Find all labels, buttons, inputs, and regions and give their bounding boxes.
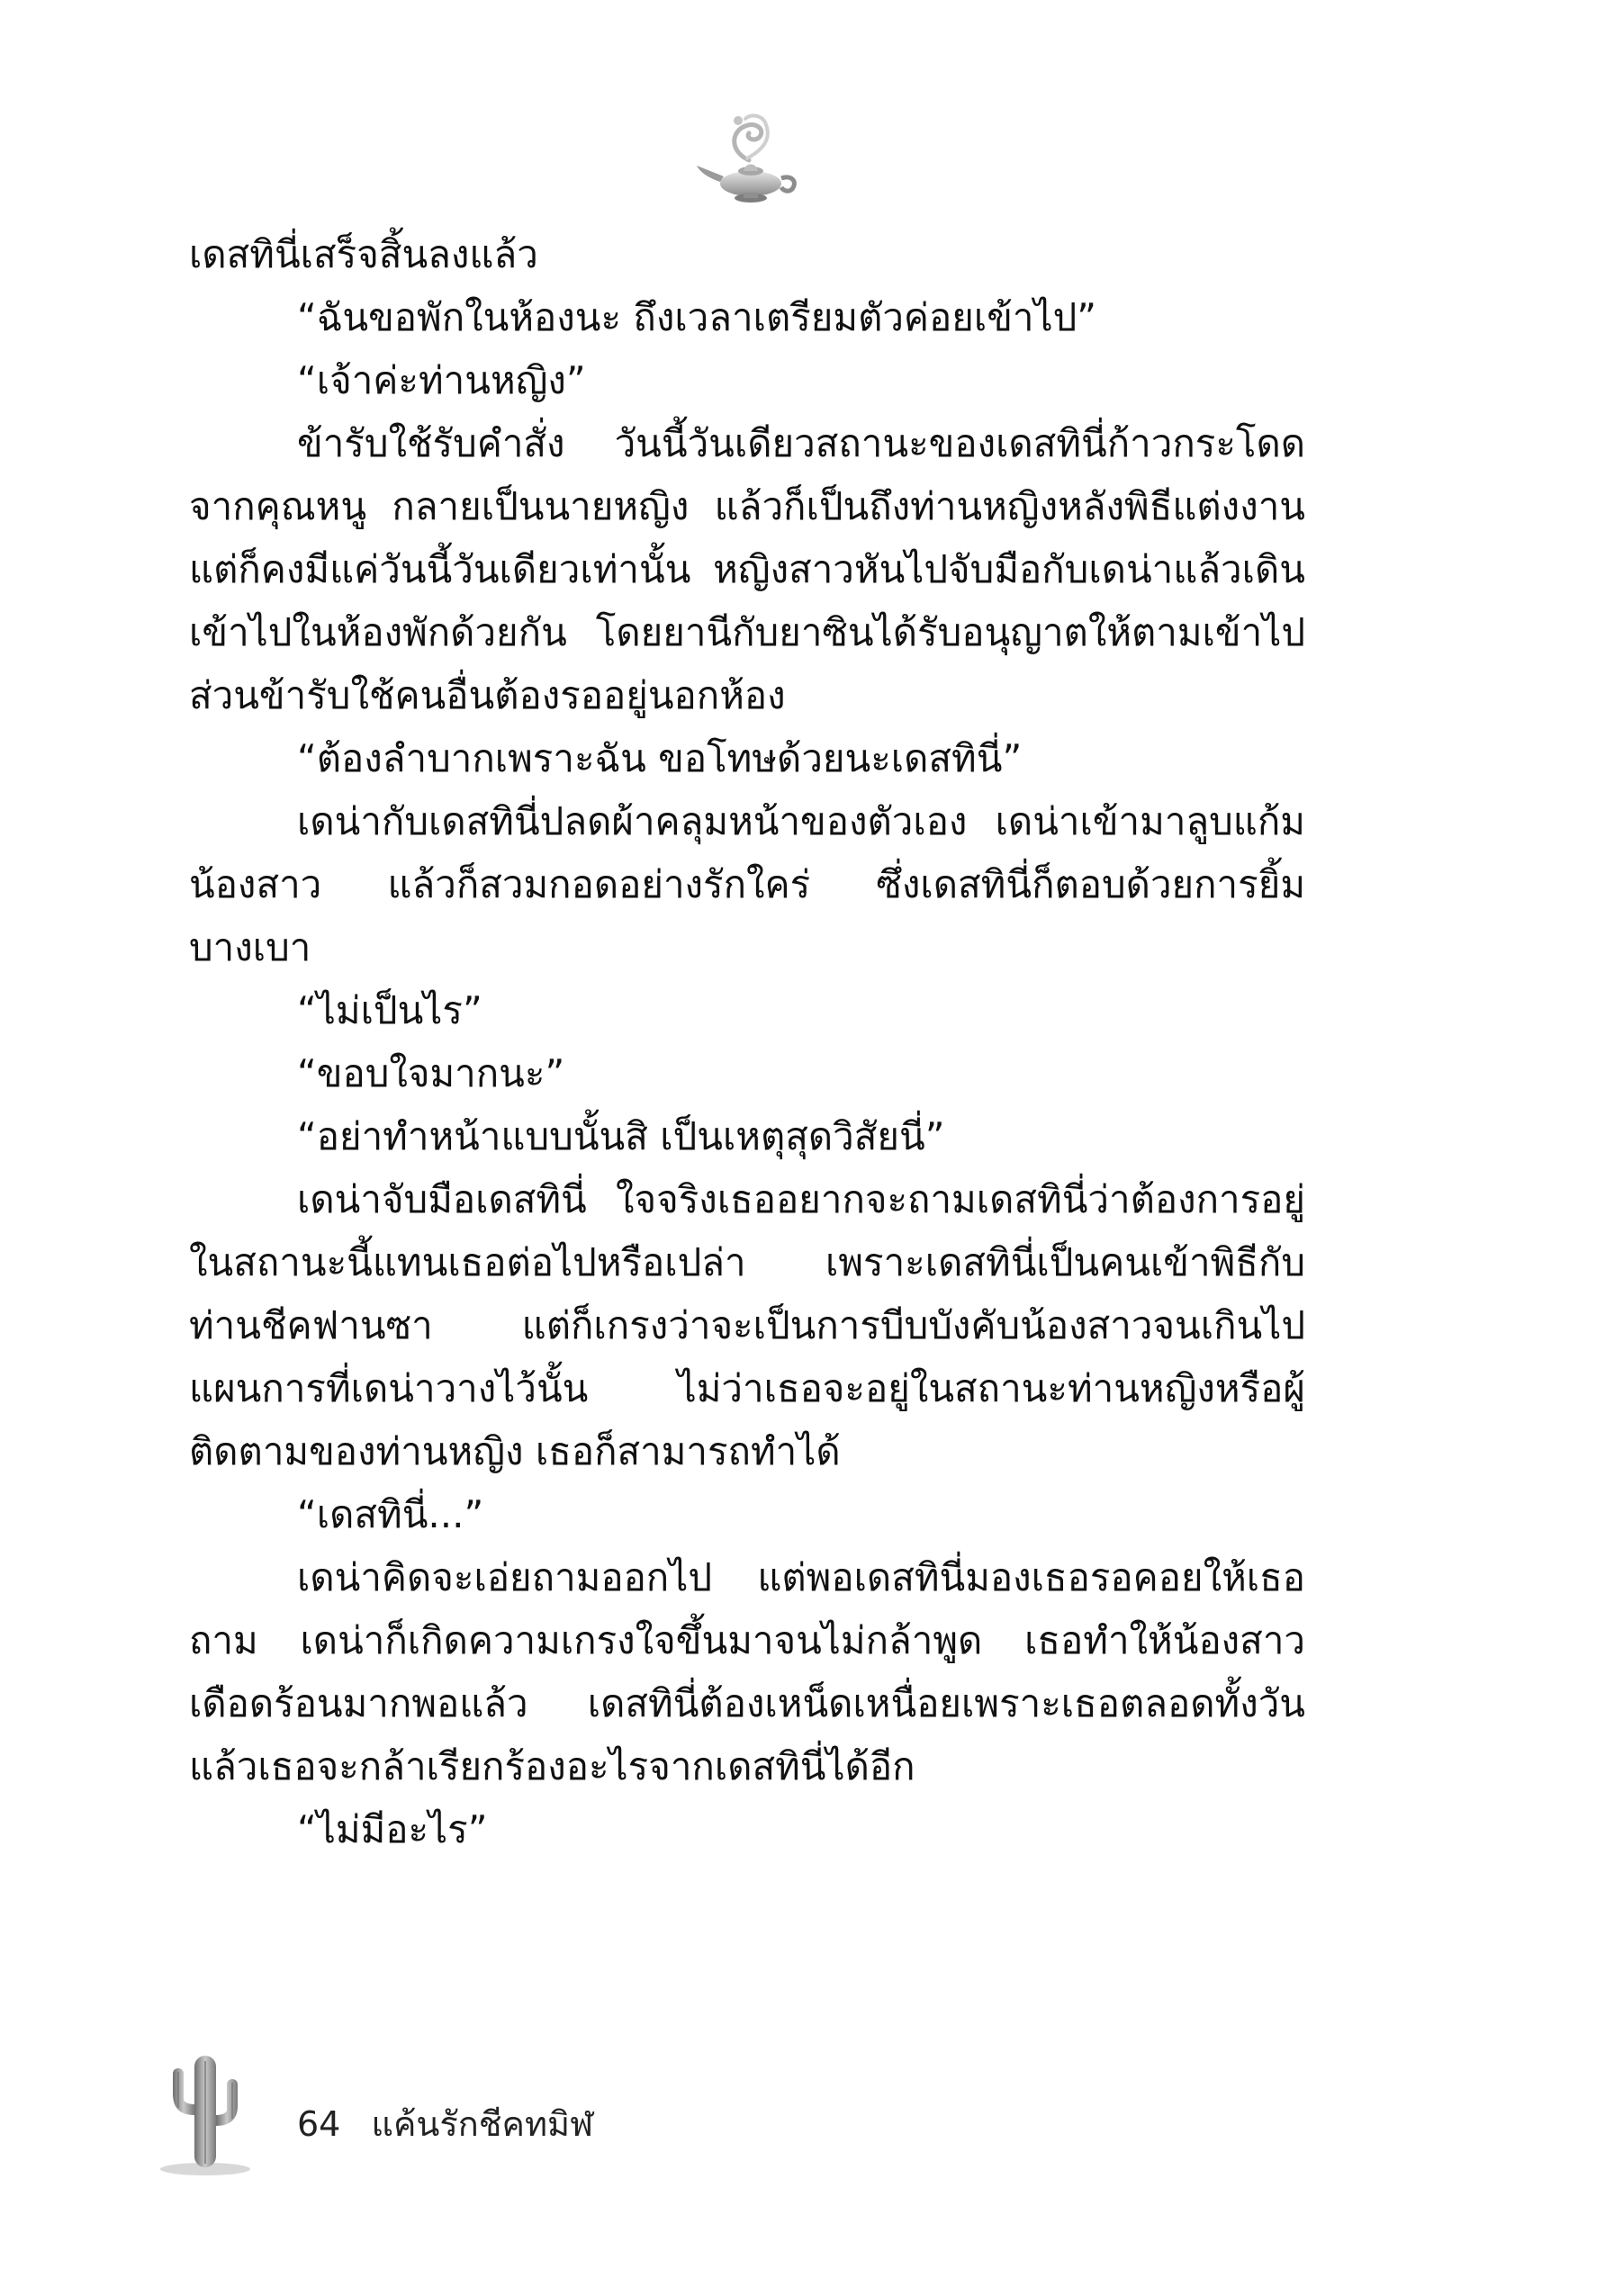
page-number: 64 xyxy=(297,2104,341,2144)
running-title: แค้นรักชีคทมิฬ xyxy=(371,2104,594,2144)
paragraph: เดน่าจับมือเดสทินี่ ใจจริงเธออยากจะถามเดสทินี่ว่าต้องการอยู่ในสถานะนี้แทนเธอต่อไปหรือเปล่า เพราะเดสทินี่เป็นคนเข้าพิธีกับท่านชีคฟานซา แต่ก็เกรงว่าจะเป็นการบีบบังคับน้องสาวจนเกินไป แผนการที่เดน่าวางไว้นั้น ไม่ว่าเธอจะอยู่ในสถานะท่านหญิงหรือผู้ติดตามของท่านหญิง เธอก็สามารถทำได้ xyxy=(189,1177,1305,1473)
paragraph: “ฉันขอพักในห้องนะ ถึงเวลาเตรียมตัวค่อยเข้าไป” xyxy=(297,295,1097,339)
genie-lamp-icon xyxy=(693,106,806,219)
page-footer xyxy=(297,2102,593,2147)
paragraph: “ไม่มีอะไร” xyxy=(297,1807,488,1851)
paragraph: ข้ารับใช้รับคำสั่ง วันนี้วันเดียวสถานะของเดสทินี่ก้าวกระโดดจากคุณหนู กลายเป็นนายหญิง แล้วก็เป็นถึงท่านหญิงหลังพิธีแต่งงาน แต่ก็คงมีแค่วันนี้วันเดียวเท่านั้น หญิงสาวหันไปจับมือกับเดน่าแล้วเดินเข้าไปในห้องพักด้วยกัน โดยยานีกับยาซินได้รับอนุญาตให้ตามเข้าไป ส่วนข้ารับใช้คนอื่นต้องรออยู่นอกห้อง xyxy=(189,421,1305,717)
paragraph: เดน่าคิดจะเอ่ยถามออกไป แต่พอเดสทินี่มองเธอรอคอยให้เธอถาม เดน่าก็เกิดความเกรงใจขึ้นมาจนไม่กล้าพูด เธอทำให้น้องสาวเดือดร้อนมากพอแล้ว เดสทินี่ต้องเหน็ดเหนื่อยเพราะเธอตลอดทั้งวัน แล้วเธอจะกล้าเรียกร้องอะไรจากเดสทินี่ได้อีก xyxy=(189,1555,1305,1788)
paragraph: เดน่ากับเดสทินี่ปลดผ้าคลุมหน้าของตัวเอง เดน่าเข้ามาลูบแก้มน้องสาว แล้วก็สวมกอดอย่างรักใคร่ ซึ่งเดสทินี่ก็ตอบด้วยการยิ้มบางเบา xyxy=(189,799,1305,969)
cactus-icon xyxy=(153,2043,261,2178)
paragraph: เดสทินี่เสร็จสิ้นลงแล้ว xyxy=(189,232,538,276)
body-text xyxy=(189,223,1305,1861)
paragraph: “ไม่เป็นไร” xyxy=(297,988,482,1032)
paragraph: “เจ้าค่ะท่านหญิง” xyxy=(297,358,586,402)
paragraph: “เดสทินี่...” xyxy=(297,1492,484,1536)
paragraph: “อย่าทำหน้าแบบนั้นสิ เป็นเหตุสุดวิสัยนี่” xyxy=(297,1114,945,1158)
paragraph: “ขอบใจมากนะ” xyxy=(297,1051,565,1095)
paragraph: “ต้องลำบากเพราะฉัน ขอโทษด้วยนะเดสทินี่” xyxy=(297,736,1023,780)
